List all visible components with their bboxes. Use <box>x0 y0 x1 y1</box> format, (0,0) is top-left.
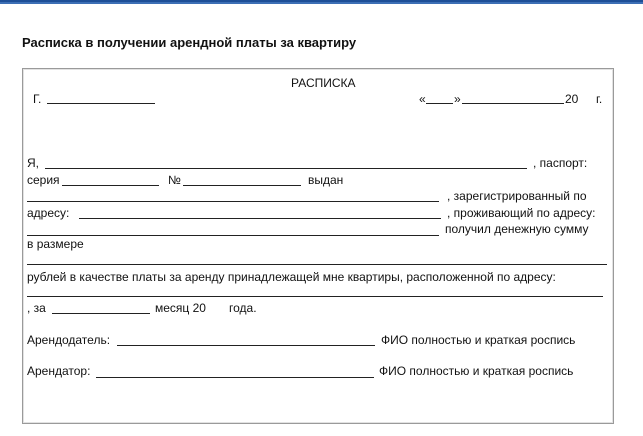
amount-label: в размере <box>27 237 84 251</box>
date-year-prefix: 20 <box>565 92 579 106</box>
number-label: № <box>168 173 181 187</box>
living-address-line[interactable] <box>27 235 439 236</box>
registered-label: , зарегистрированный по <box>447 189 587 203</box>
tenant-signature-line[interactable] <box>96 377 374 378</box>
period-line[interactable] <box>52 313 150 314</box>
year-label: года. <box>229 301 257 315</box>
landlord-label: Арендодатель: <box>27 333 111 347</box>
date-day-line[interactable] <box>426 103 453 104</box>
landlord-signature-line[interactable] <box>117 345 375 346</box>
series-line[interactable] <box>62 185 159 186</box>
address-label: адресу: <box>27 206 70 220</box>
rubles-text: рублей в качестве платы за аренду принадлежащей мне квартиры, расположенной по адресу: <box>27 270 556 284</box>
form-title: РАСПИСКА <box>291 76 356 90</box>
tenant-label: Арендатор: <box>27 364 91 378</box>
city-line[interactable] <box>47 103 155 104</box>
city-label: Г. <box>33 92 42 106</box>
passport-label: , паспорт: <box>533 156 588 170</box>
landlord-sign-hint: ФИО полностью и краткая роспись <box>381 333 576 347</box>
i-label: Я, <box>27 156 39 170</box>
date-close-quote: » <box>454 92 461 106</box>
registration-address-line[interactable] <box>79 218 441 219</box>
number-line[interactable] <box>183 185 301 186</box>
full-name-line[interactable] <box>45 168 527 169</box>
receipt-form <box>22 68 614 424</box>
date-month-line[interactable] <box>462 103 564 104</box>
date-year-suffix: г. <box>596 92 603 106</box>
received-label: получил денежную сумму <box>445 222 589 236</box>
window-top-edge <box>0 0 643 2</box>
apartment-address-line[interactable] <box>27 296 603 297</box>
tenant-sign-hint: ФИО полностью и краткая роспись <box>379 364 574 378</box>
period-prefix: , за <box>27 301 46 315</box>
date-open-quote: « <box>419 92 426 106</box>
month-label: месяц 20 <box>155 301 206 315</box>
series-label: серия <box>27 173 60 187</box>
living-label: , проживающий по адресу: <box>447 206 596 220</box>
amount-line[interactable] <box>27 264 607 265</box>
document-heading: Расписка в получении арендной платы за квартиру <box>22 35 357 50</box>
issued-by-line[interactable] <box>27 201 439 202</box>
issued-label: выдан <box>308 173 344 187</box>
